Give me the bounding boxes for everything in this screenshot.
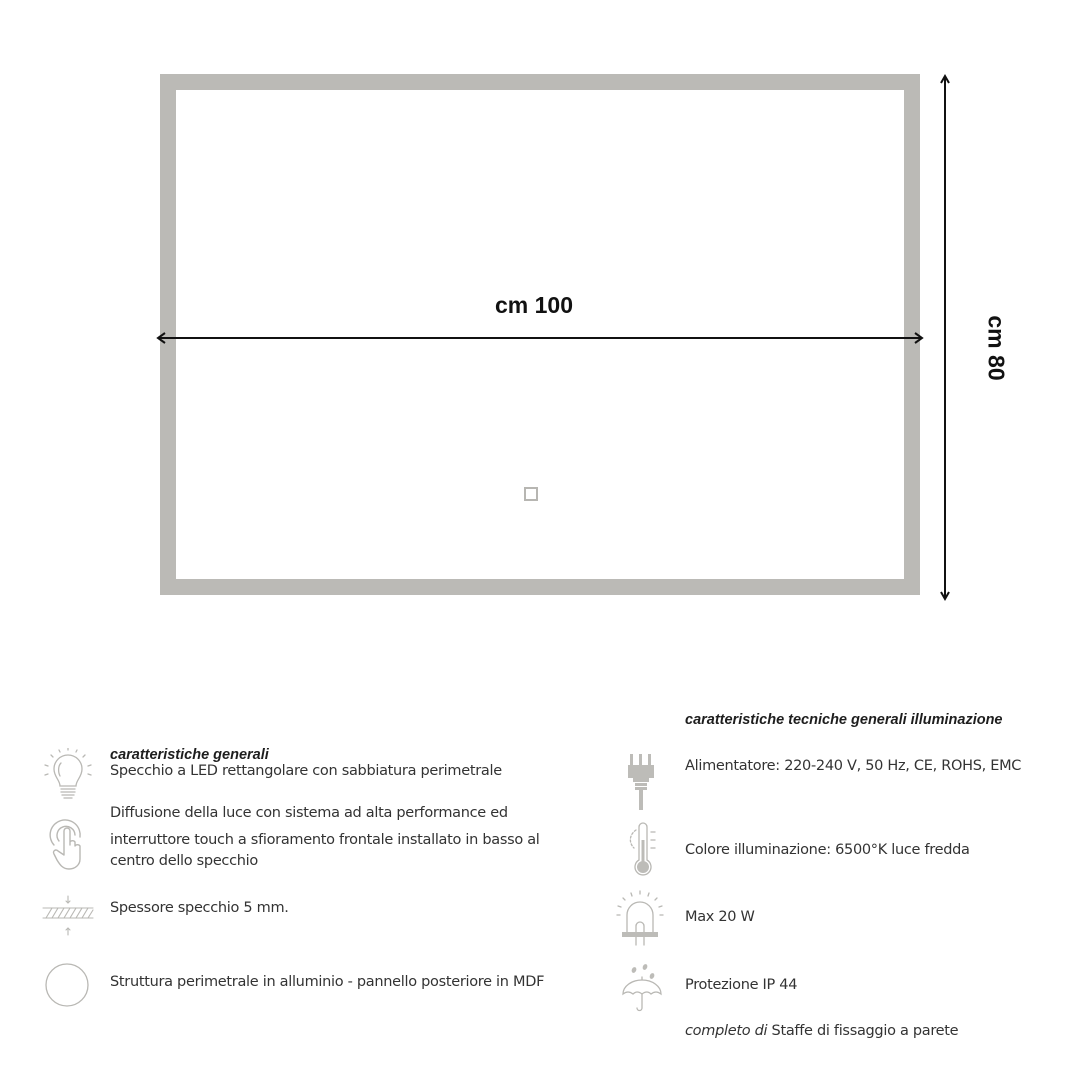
technical-item-power-supply: Alimentatore: 220-240 V, 50 Hz, CE, ROHS, EMC (685, 758, 1022, 774)
general-item-light-diffusion-line2: interruttore touch a sfioramento frontale installato in basso al (110, 832, 540, 848)
technical-item-max-power: Max 20 W (685, 909, 755, 925)
thickness-icon (42, 894, 94, 938)
technical-footer-brackets (685, 1018, 958, 1044)
general-item-led-mirror: Specchio a LED rettangolare con sabbiatura perimetrale (110, 763, 502, 779)
technical-section-title: caratteristiche tecniche generali illuminazione (685, 712, 1003, 728)
general-section-title: caratteristiche generali (110, 747, 269, 763)
footer-brackets-text: Staffe di fissaggio a parete (767, 1023, 959, 1039)
thermometer-icon (624, 822, 660, 880)
umbrella-rain-icon (620, 960, 666, 1014)
general-item-light-diffusion-line1: Diffusione della luce con sistema ad alta performance ed (110, 805, 508, 821)
technical-item-ip-protection: Protezione IP 44 (685, 977, 798, 993)
touch-finger-icon (46, 815, 88, 871)
footer-italic-prefix: completo di (685, 1023, 768, 1039)
width-dimension-arrow (158, 333, 922, 343)
power-plug-icon (626, 753, 656, 811)
height-label: cm 80 (983, 315, 1010, 381)
lightbulb-icon (44, 748, 92, 804)
led-icon (614, 890, 666, 946)
technical-item-light-color: Colore illuminazione: 6500°K luce fredda (685, 842, 970, 858)
general-item-light-diffusion-line3: centro dello specchio (110, 853, 258, 869)
general-item-thickness: Spessore specchio 5 mm. (110, 900, 289, 916)
general-item-structure: Struttura perimetrale in alluminio - pannello posteriore in MDF (110, 974, 545, 990)
circle-icon (44, 962, 90, 1008)
height-dimension-arrow (941, 76, 949, 599)
width-label: cm 100 (494, 292, 573, 318)
